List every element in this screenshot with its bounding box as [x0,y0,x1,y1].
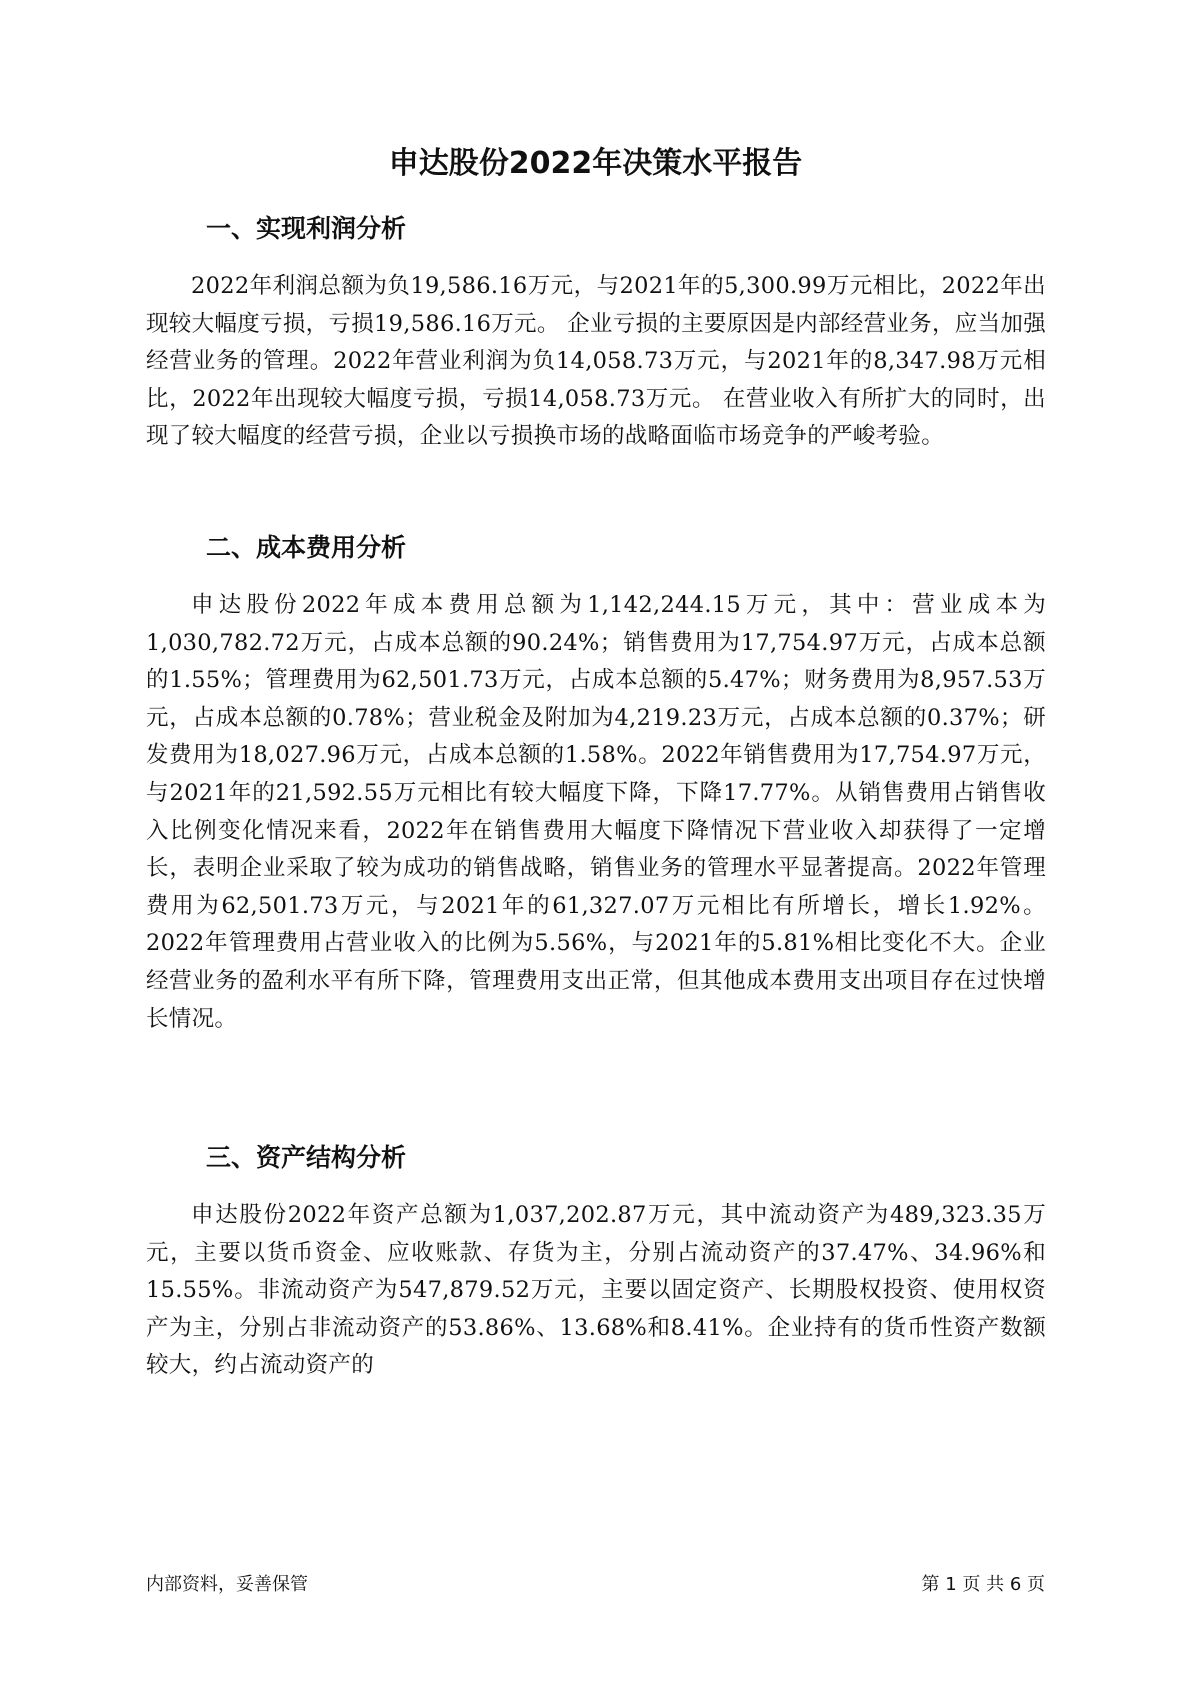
footer-confidential-note: 内部资料，妥善保管 [146,1574,308,1595]
section-paragraph-cost: 申达股份2022年成本费用总额为1,142,244.15万元，其中：营业成本为1,030,782.72万元，占成本总额的90.24%；销售费用为17,754.97万元，占成本总额的1.55%；管理费用为62,501.73万元，占成本总额的5.47%；财务费用为8,957.53万元，占成本总额的0.78%；营业税金及附加为4,219.23万元，占成本总额的0.37%；研发费用为18,027.96万元，占成本总额的1.58%。2022年销售费用为17,754.97万元，与2021年的21,592.55万元相比有较大幅度下降，下降17.77%。从销售费用占销售收入比例变化情况来看，2022年在销售费用大幅度下降情况下营业收入却获得了一定增长，表明企业采取了较为成功的销售战略，销售业务的管理水平显著提高。2022年管理费用为62,501.73万元，与2021年的61,327.07万元相比有所增长，增长1.92%。2022年管理费用占营业收入的比例为5.56%，与2021年的5.81%相比变化不大。企业经营业务的盈利水平有所下降，管理费用支出正常，但其他成本费用支出项目存在过快增长情况。 [146,592,1046,1032]
section-heading-profit: 一、实现利润分析 [206,214,407,243]
section-paragraph-profit: 2022年利润总额为负19,586.16万元，与2021年的5,300.99万元相比，2022年出现较大幅度亏损，亏损19,586.16万元。 企业亏损的主要原因是内部经营业务，应当加强经营业务的管理。2022年营业利润为负14,058.73万元，与2021年的8,347.98万元相比，2022年出现较大幅度亏损，亏损14,058.73万元。 在营业收入有所扩大的同时，出现了较大幅度的经营亏损，企业以亏损换市场的战略面临市场竞争的严峻考验。 [146,273,1046,450]
document-title: 申达股份2022年决策水平报告 [388,146,803,181]
section-heading-cost: 二、成本费用分析 [206,533,407,562]
footer-page-number: 第 1 页 共 6 页 [921,1574,1045,1595]
section-heading-assets: 三、资产结构分析 [206,1143,407,1172]
section-paragraph-assets: 申达股份2022年资产总额为1,037,202.87万元，其中流动资产为489,323.35万元，主要以货币资金、应收账款、存货为主，分别占流动资产的37.47%、34.96%和15.55%。非流动资产为547,879.52万元，主要以固定资产、长期股权投资、使用权资产为主，分别占非流动资产的53.86%、13.68%和8.41%。企业持有的货币性资产数额较大，约占流动资产的 [146,1202,1046,1379]
